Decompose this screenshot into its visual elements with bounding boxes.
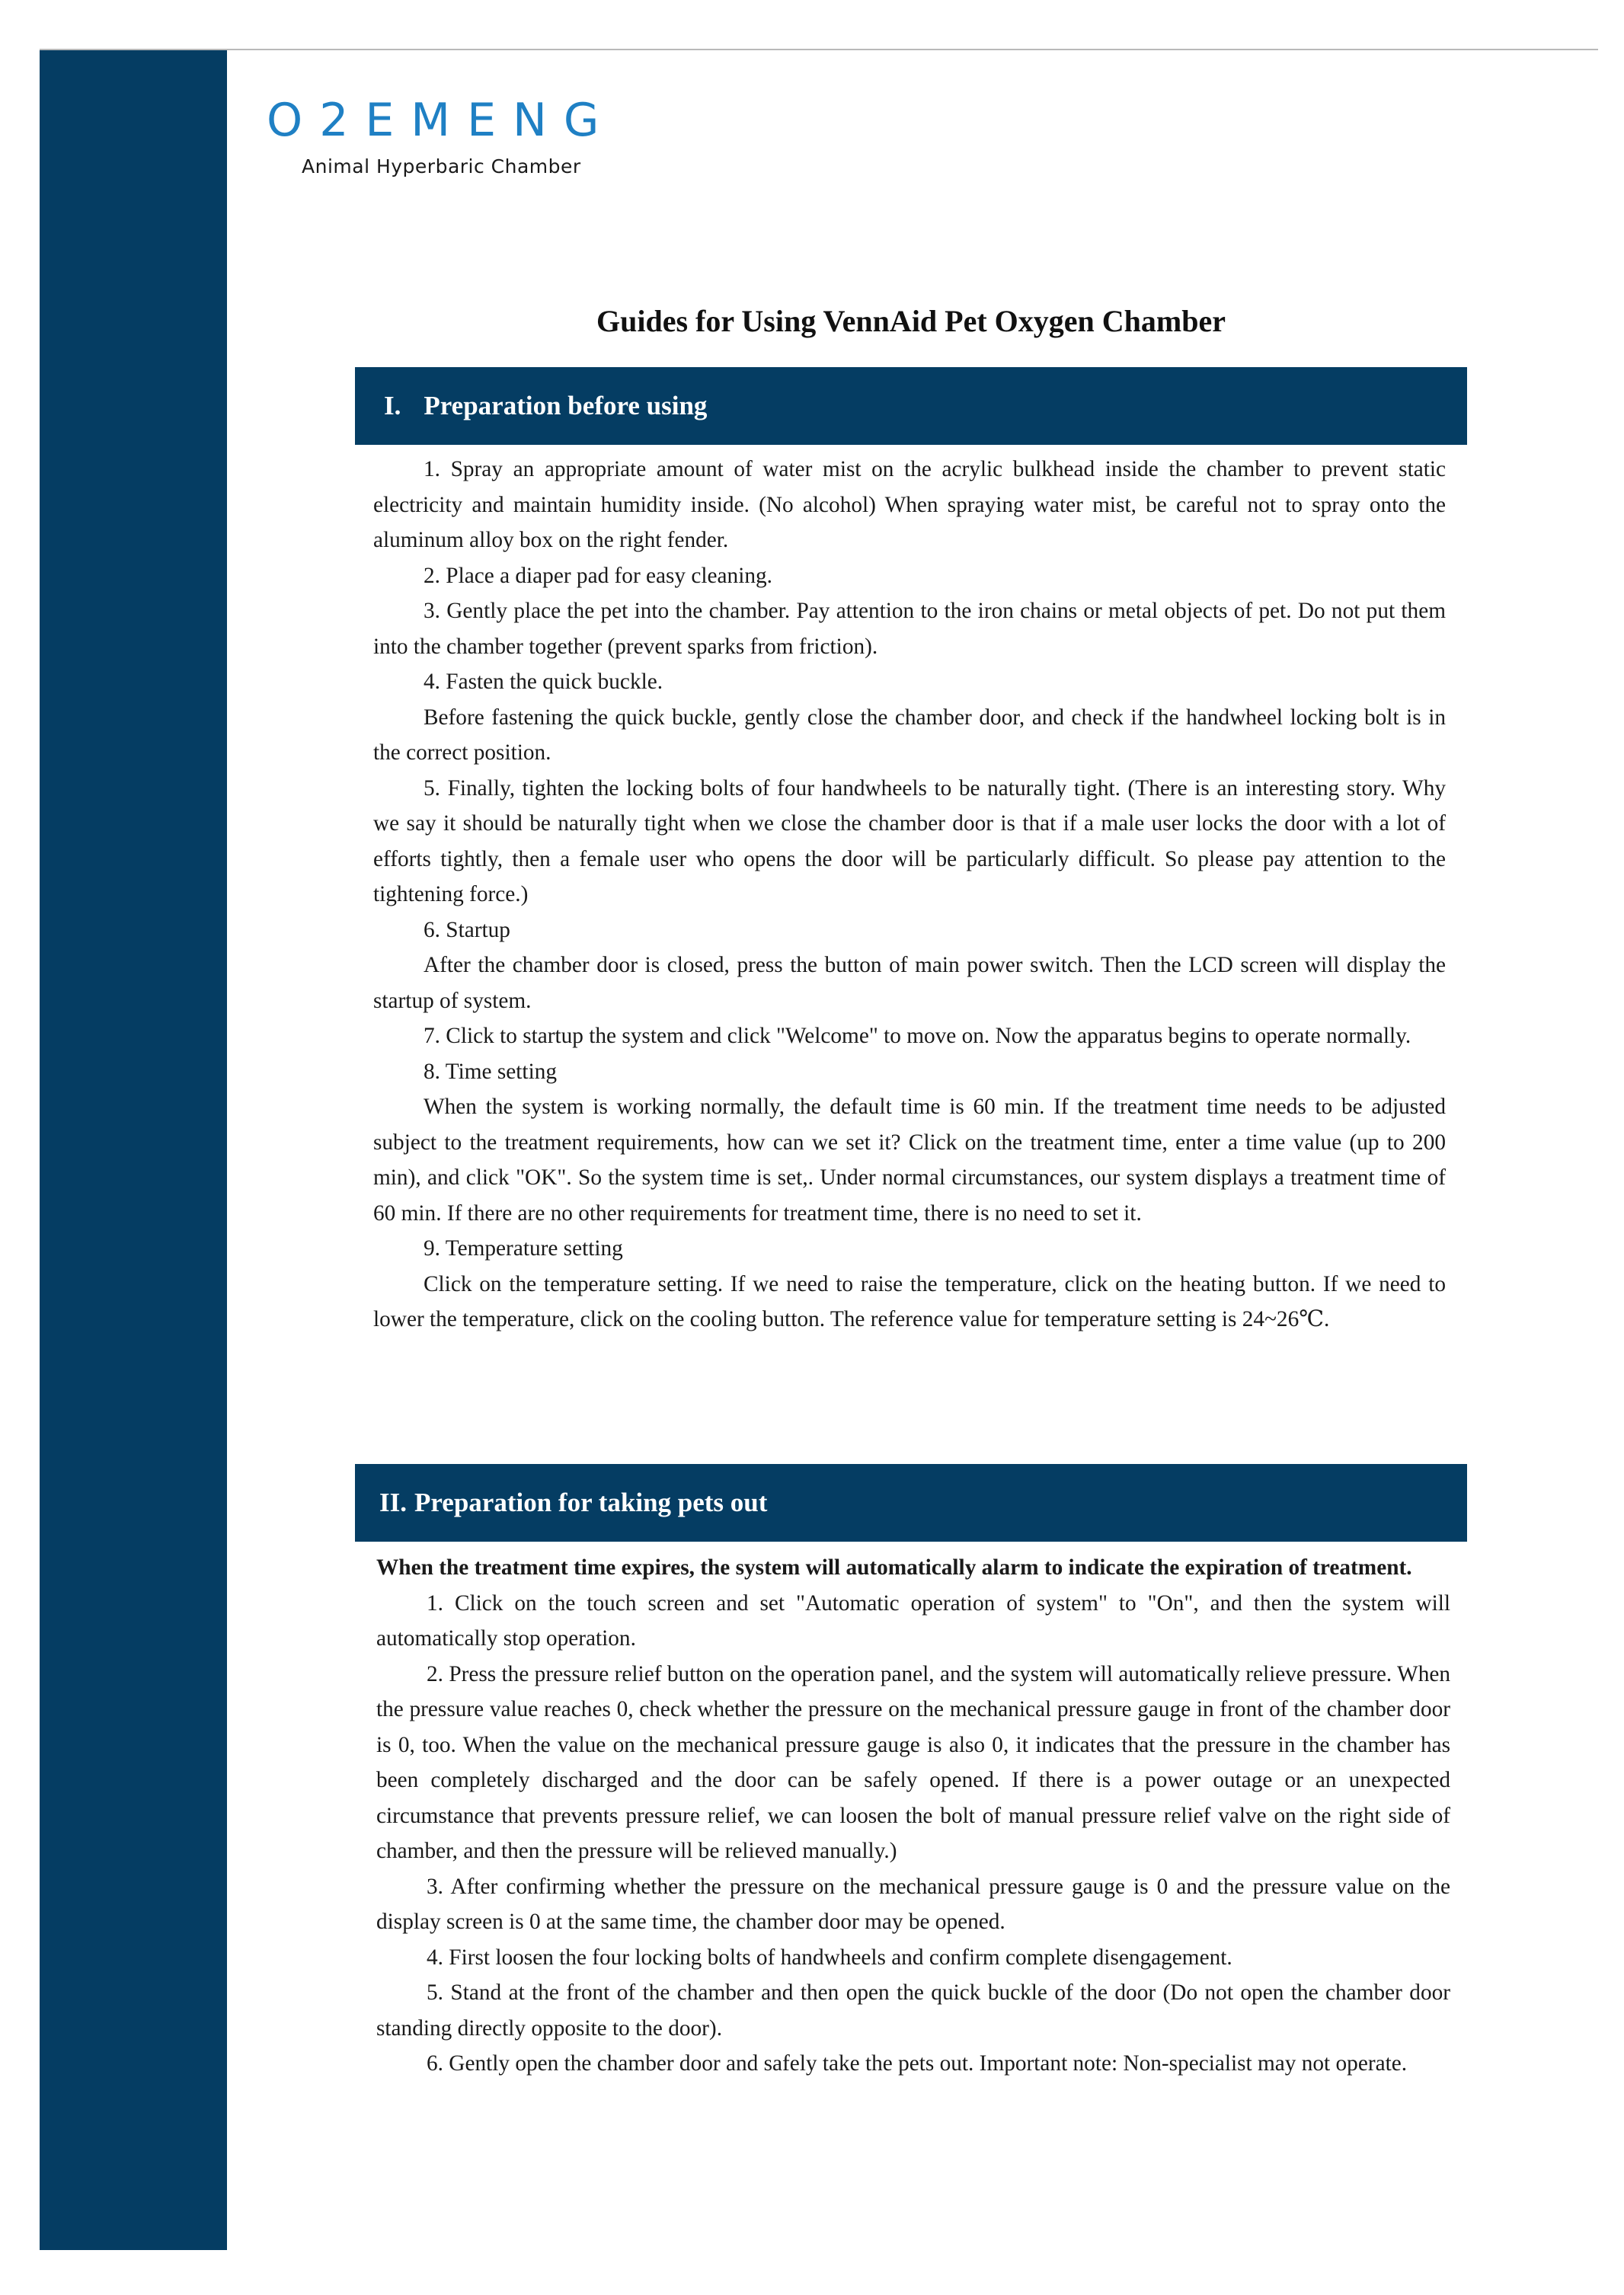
paragraph: 6. Startup bbox=[424, 917, 510, 942]
brand-logo: O2EMENG bbox=[267, 94, 616, 147]
section-2-body bbox=[376, 1550, 1450, 2082]
paragraph: After the chamber door is closed, press the button of main power switch. Then the LCD screen will display the startup of system. bbox=[373, 953, 1446, 1013]
paragraph: 7. Click to startup the system and click "Welcome" to move on. Now the apparatus begins to operate normally. bbox=[424, 1024, 1411, 1048]
paragraph: 5. Stand at the front of the chamber and then open the quick buckle of the door (Do not open the chamber door standing directly opposite to the door). bbox=[376, 1980, 1450, 2041]
document-title: Guides for Using VennAid Pet Oxygen Chamber bbox=[596, 304, 1226, 338]
paragraph: Before fastening the quick buckle, gently close the chamber door, and check if the handwheel locking bolt is in the correct position. bbox=[373, 705, 1446, 765]
paragraph: Click on the temperature setting. If we need to raise the temperature, click on the heating button. If we need to lower the temperature, click on the cooling button. The reference value for temperature setting is 24~26℃. bbox=[373, 1271, 1446, 1331]
paragraph: 1. Spray an appropriate amount of water mist on the acrylic bulkhead inside the chamber to prevent static electricity and maintain humidity inside. (No alcohol) When spraying water mist, be careful not to spray onto the aluminum alloy box on the right fender. bbox=[373, 457, 1446, 552]
section-1-body bbox=[373, 452, 1446, 1338]
paragraph: 3. After confirming whether the pressure on the mechanical pressure gauge is 0 and the pressure value on the display screen is 0 at the same time, the chamber door may be opened. bbox=[376, 1874, 1450, 1934]
section-number: II. bbox=[379, 1488, 407, 1517]
paragraph: 2. Press the pressure relief button on the operation panel, and the system will automatically relieve pressure. When the pressure value reaches 0, check whether the pressure on the mechanical pressure gauge in front of the chamber door is 0, too. When the value on the mechanical pressure gauge is also 0, it indicates that the pressure in the chamber has been completely discharged and the door can be safely opened. If there is a power outage or an unexpected circumstance that prevents pressure relief, we can loosen the bolt of manual pressure relief valve on the right side of chamber, and then the pressure will be relieved manually.) bbox=[376, 1661, 1450, 1863]
paragraph: 8. Time setting bbox=[424, 1059, 558, 1084]
paragraph: When the system is working normally, the default time is 60 min. If the treatment time needs to be adjusted subject to the treatment requirements, how can we set it? Click on the treatment time, enter a time value (up to 200 min), and click "OK". So the system time is set,. Under normal circumstances, our system displays a treatment time of 60 min. If there are no other requirements for treatment time, there is no need to set it. bbox=[373, 1095, 1446, 1226]
brand-header bbox=[267, 94, 616, 177]
top-rule bbox=[40, 49, 1598, 50]
paragraph: 5. Finally, tighten the locking bolts of four handwheels to be naturally tight. (There is an interesting story. Why we say it should be naturally tight when we close the chamber door is that if a male user locks the door with a lot of efforts tightly, then a female user who opens the door will be particularly difficult. So please pay attention to the tightening force.) bbox=[373, 775, 1446, 906]
section-heading: Preparation before using bbox=[424, 391, 708, 420]
paragraph: 9. Temperature setting bbox=[424, 1236, 623, 1261]
paragraph: 4. Fasten the quick buckle. bbox=[424, 670, 663, 694]
section-header-preparation-before-using bbox=[355, 367, 1467, 445]
paragraph: 3. Gently place the pet into the chamber. Pay attention to the iron chains or metal objects of pet. Do not put them into the chamber together (prevent sparks from friction). bbox=[373, 599, 1446, 659]
brand-tagline: Animal Hyperbaric Chamber bbox=[302, 155, 581, 177]
paragraph: 2. Place a diaper pad for easy cleaning. bbox=[424, 563, 772, 588]
paragraph: 6. Gently open the chamber door and safely take the pets out. Important note: Non-specialist may not operate. bbox=[427, 2051, 1408, 2076]
section-header-preparation-for-taking-pets-out bbox=[355, 1464, 1467, 1542]
section-number: I. bbox=[384, 391, 401, 420]
paragraph: 1. Click on the touch screen and set "Automatic operation of system" to "On", and then the system will automatically stop operation. bbox=[376, 1590, 1450, 1651]
section-lead: When the treatment time expires, the system will automatically alarm to indicate the expiration of treatment. bbox=[376, 1555, 1412, 1580]
section-heading: Preparation for taking pets out bbox=[414, 1488, 768, 1517]
sidebar-band bbox=[40, 50, 227, 2250]
paragraph: 4. First loosen the four locking bolts of handwheels and confirm complete disengagement. bbox=[427, 1945, 1232, 1970]
